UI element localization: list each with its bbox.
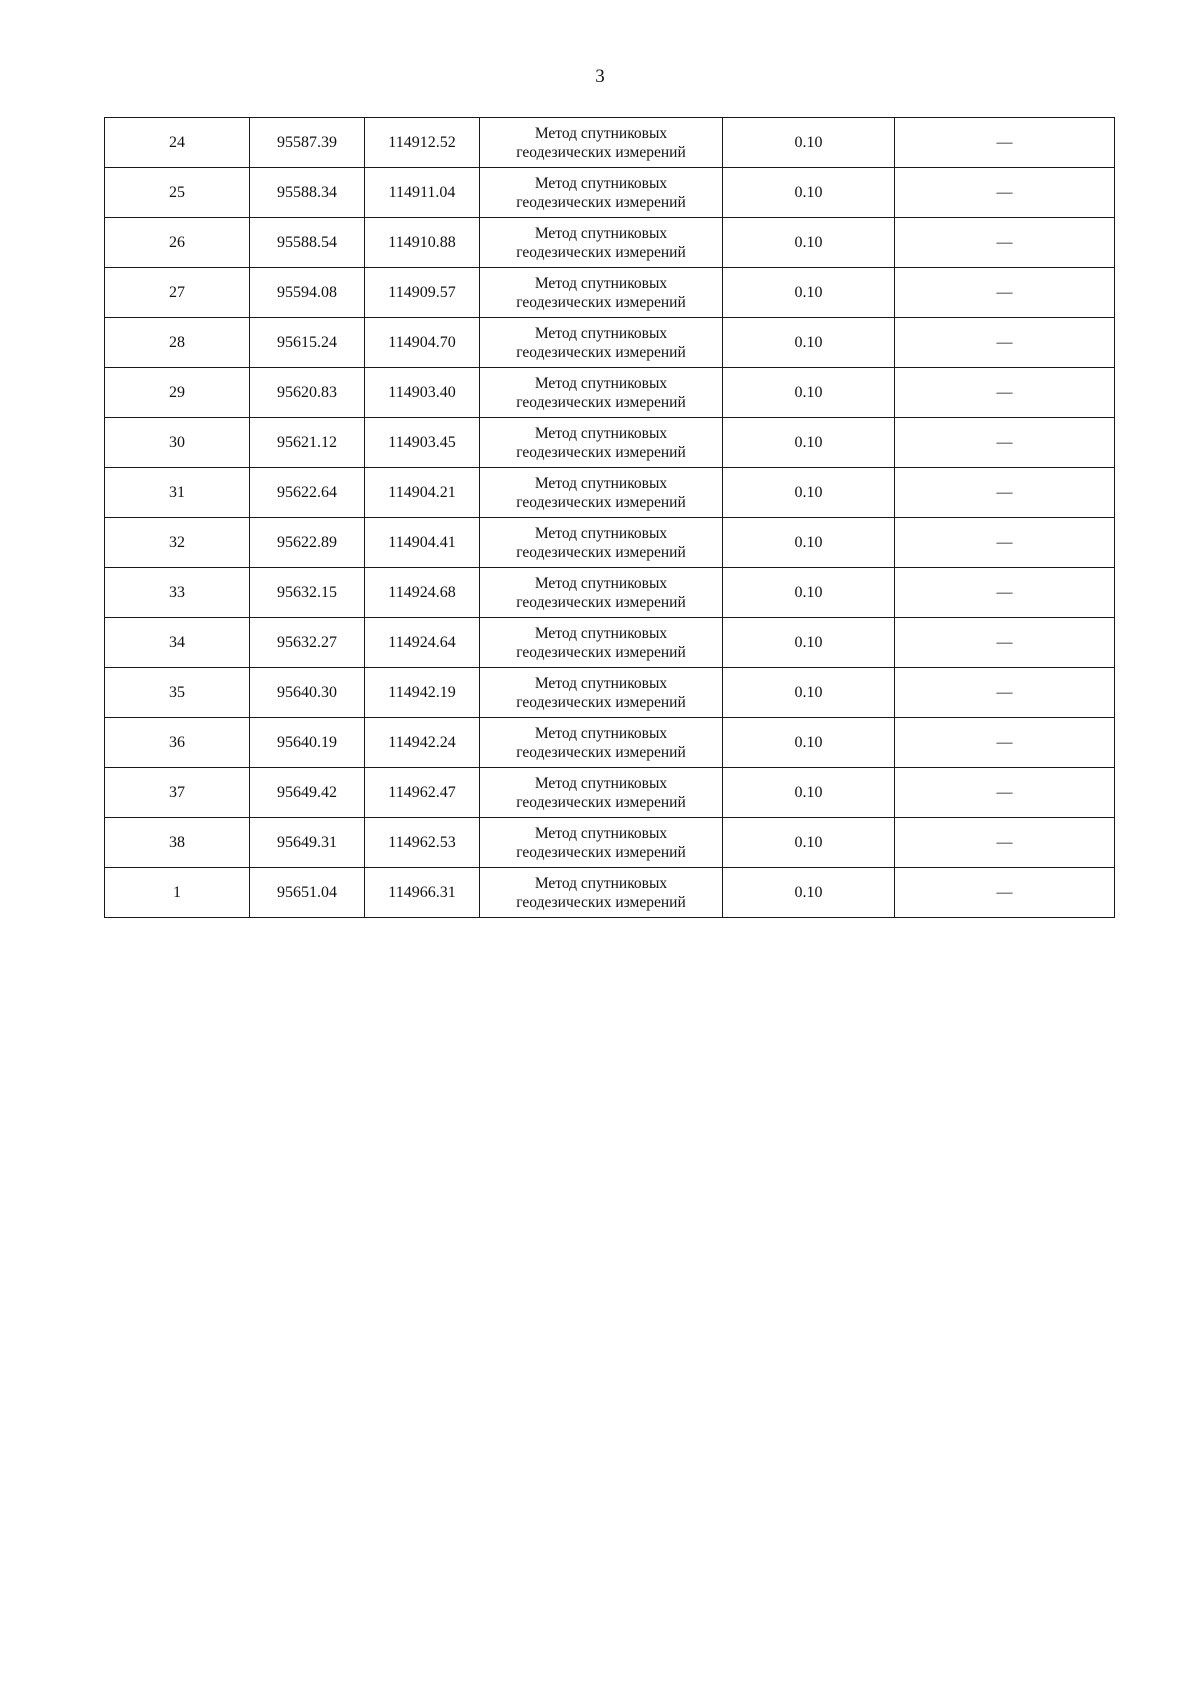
accuracy-cell: 0.10 xyxy=(723,518,895,568)
description-cell xyxy=(895,218,1115,268)
method-line-2: геодезических измерений xyxy=(516,243,686,261)
method-cell xyxy=(480,268,723,318)
description-cell xyxy=(895,668,1115,718)
method-line-2: геодезических измерений xyxy=(516,393,686,411)
coordinate-y-cell: 114962.53 xyxy=(365,818,480,868)
description-dash: — xyxy=(996,183,1013,201)
coordinate-y-cell: 114924.64 xyxy=(365,618,480,668)
coordinate-x-cell: 95632.15 xyxy=(250,568,365,618)
accuracy-cell: 0.10 xyxy=(723,268,895,318)
description-dash: — xyxy=(996,433,1013,451)
accuracy-cell: 0.10 xyxy=(723,618,895,668)
method-line-2: геодезических измерений xyxy=(516,793,686,811)
table-row xyxy=(105,618,1115,668)
method-line-2: геодезических измерений xyxy=(516,743,686,761)
point-number-cell: 34 xyxy=(105,618,250,668)
coordinate-x-cell: 95622.64 xyxy=(250,468,365,518)
point-number-cell: 32 xyxy=(105,518,250,568)
method-cell xyxy=(480,168,723,218)
method-line-1: Метод спутниковых xyxy=(534,824,668,842)
method-cell xyxy=(480,418,723,468)
accuracy-cell: 0.10 xyxy=(723,718,895,768)
point-number-cell: 27 xyxy=(105,268,250,318)
coordinate-x-cell: 95588.54 xyxy=(250,218,365,268)
method-line-1: Метод спутниковых xyxy=(534,474,668,492)
table-row xyxy=(105,718,1115,768)
coordinate-y-cell: 114910.88 xyxy=(365,218,480,268)
accuracy-cell: 0.10 xyxy=(723,118,895,168)
method-line-1: Метод спутниковых xyxy=(534,174,668,192)
method-line-2: геодезических измерений xyxy=(516,443,686,461)
description-cell xyxy=(895,418,1115,468)
method-line-1: Метод спутниковых xyxy=(534,524,668,542)
point-number-cell: 30 xyxy=(105,418,250,468)
coordinate-y-cell: 114903.45 xyxy=(365,418,480,468)
method-cell xyxy=(480,768,723,818)
method-cell xyxy=(480,368,723,418)
method-line-1: Метод спутниковых xyxy=(534,674,668,692)
accuracy-cell: 0.10 xyxy=(723,318,895,368)
table-row xyxy=(105,668,1115,718)
table-row xyxy=(105,318,1115,368)
point-number-cell: 1 xyxy=(105,868,250,918)
accuracy-cell: 0.10 xyxy=(723,568,895,618)
description-dash: — xyxy=(996,583,1013,601)
description-dash: — xyxy=(996,833,1013,851)
coordinate-y-cell: 114903.40 xyxy=(365,368,480,418)
description-cell xyxy=(895,268,1115,318)
description-cell xyxy=(895,718,1115,768)
point-number-cell: 29 xyxy=(105,368,250,418)
accuracy-cell: 0.10 xyxy=(723,818,895,868)
description-dash: — xyxy=(996,333,1013,351)
method-line-2: геодезических измерений xyxy=(516,543,686,561)
description-cell xyxy=(895,118,1115,168)
coordinate-y-cell: 114909.57 xyxy=(365,268,480,318)
description-cell xyxy=(895,568,1115,618)
method-cell xyxy=(480,118,723,168)
method-line-2: геодезических измерений xyxy=(516,343,686,361)
table-row xyxy=(105,168,1115,218)
table-row xyxy=(105,118,1115,168)
coordinate-x-cell: 95615.24 xyxy=(250,318,365,368)
method-line-1: Метод спутниковых xyxy=(534,774,668,792)
table-row xyxy=(105,268,1115,318)
coordinate-y-cell: 114962.47 xyxy=(365,768,480,818)
coordinate-y-cell: 114966.31 xyxy=(365,868,480,918)
point-number-cell: 38 xyxy=(105,818,250,868)
table-row xyxy=(105,218,1115,268)
point-number-cell: 24 xyxy=(105,118,250,168)
description-dash: — xyxy=(996,483,1013,501)
description-dash: — xyxy=(996,533,1013,551)
coordinate-x-cell: 95622.89 xyxy=(250,518,365,568)
description-dash: — xyxy=(996,283,1013,301)
description-dash: — xyxy=(996,733,1013,751)
description-cell xyxy=(895,168,1115,218)
description-dash: — xyxy=(996,783,1013,801)
method-cell xyxy=(480,618,723,668)
table-row xyxy=(105,518,1115,568)
table-row xyxy=(105,468,1115,518)
method-line-1: Метод спутниковых xyxy=(534,724,668,742)
coordinate-x-cell: 95651.04 xyxy=(250,868,365,918)
coordinate-x-cell: 95620.83 xyxy=(250,368,365,418)
coordinate-y-cell: 114904.21 xyxy=(365,468,480,518)
coordinate-y-cell: 114942.19 xyxy=(365,668,480,718)
method-line-1: Метод спутниковых xyxy=(534,374,668,392)
page-number: 3 xyxy=(595,66,605,87)
accuracy-cell: 0.10 xyxy=(723,418,895,468)
method-line-2: геодезических измерений xyxy=(516,843,686,861)
accuracy-cell: 0.10 xyxy=(723,468,895,518)
method-line-1: Метод спутниковых xyxy=(534,874,668,892)
coordinate-x-cell: 95594.08 xyxy=(250,268,365,318)
method-line-2: геодезических измерений xyxy=(516,893,686,911)
point-number-cell: 36 xyxy=(105,718,250,768)
method-line-1: Метод спутниковых xyxy=(534,324,668,342)
accuracy-cell: 0.10 xyxy=(723,168,895,218)
coordinate-x-cell: 95640.30 xyxy=(250,668,365,718)
method-cell xyxy=(480,718,723,768)
description-cell xyxy=(895,468,1115,518)
coordinate-x-cell: 95621.12 xyxy=(250,418,365,468)
accuracy-cell: 0.10 xyxy=(723,868,895,918)
description-dash: — xyxy=(996,683,1013,701)
method-cell xyxy=(480,518,723,568)
coordinates-table xyxy=(104,117,1115,918)
coordinate-x-cell: 95640.19 xyxy=(250,718,365,768)
table-row xyxy=(105,418,1115,468)
coordinate-y-cell: 114912.52 xyxy=(365,118,480,168)
coordinate-x-cell: 95649.31 xyxy=(250,818,365,868)
coordinate-x-cell: 95587.39 xyxy=(250,118,365,168)
coordinates-table-body xyxy=(105,118,1115,918)
method-line-2: геодезических измерений xyxy=(516,193,686,211)
method-line-2: геодезических измерений xyxy=(516,693,686,711)
method-cell xyxy=(480,868,723,918)
method-line-1: Метод спутниковых xyxy=(534,574,668,592)
coordinate-y-cell: 114924.68 xyxy=(365,568,480,618)
coordinate-x-cell: 95649.42 xyxy=(250,768,365,818)
method-line-1: Метод спутниковых xyxy=(534,224,668,242)
point-number-cell: 37 xyxy=(105,768,250,818)
coordinate-y-cell: 114942.24 xyxy=(365,718,480,768)
method-line-2: геодезических измерений xyxy=(516,293,686,311)
description-cell xyxy=(895,518,1115,568)
description-dash: — xyxy=(996,633,1013,651)
point-number-cell: 26 xyxy=(105,218,250,268)
method-cell xyxy=(480,818,723,868)
description-cell xyxy=(895,318,1115,368)
table-row xyxy=(105,818,1115,868)
point-number-cell: 33 xyxy=(105,568,250,618)
method-cell xyxy=(480,668,723,718)
description-dash: — xyxy=(996,133,1013,151)
coordinate-x-cell: 95632.27 xyxy=(250,618,365,668)
point-number-cell: 35 xyxy=(105,668,250,718)
point-number-cell: 31 xyxy=(105,468,250,518)
coordinate-y-cell: 114911.04 xyxy=(365,168,480,218)
method-cell xyxy=(480,568,723,618)
accuracy-cell: 0.10 xyxy=(723,218,895,268)
coordinate-x-cell: 95588.34 xyxy=(250,168,365,218)
description-cell xyxy=(895,768,1115,818)
method-cell xyxy=(480,468,723,518)
accuracy-cell: 0.10 xyxy=(723,668,895,718)
method-line-2: геодезических измерений xyxy=(516,493,686,511)
description-cell xyxy=(895,368,1115,418)
description-cell xyxy=(895,868,1115,918)
table-row xyxy=(105,868,1115,918)
table-row xyxy=(105,568,1115,618)
method-line-1: Метод спутниковых xyxy=(534,124,668,142)
method-line-1: Метод спутниковых xyxy=(534,274,668,292)
coordinate-y-cell: 114904.70 xyxy=(365,318,480,368)
coordinate-y-cell: 114904.41 xyxy=(365,518,480,568)
method-cell xyxy=(480,318,723,368)
method-line-2: геодезических измерений xyxy=(516,643,686,661)
method-line-1: Метод спутниковых xyxy=(534,624,668,642)
description-dash: — xyxy=(996,383,1013,401)
description-cell xyxy=(895,618,1115,668)
accuracy-cell: 0.10 xyxy=(723,368,895,418)
accuracy-cell: 0.10 xyxy=(723,768,895,818)
method-line-2: геодезических измерений xyxy=(516,593,686,611)
description-dash: — xyxy=(996,883,1013,901)
table-row xyxy=(105,768,1115,818)
point-number-cell: 28 xyxy=(105,318,250,368)
table-row xyxy=(105,368,1115,418)
point-number-cell: 25 xyxy=(105,168,250,218)
method-line-1: Метод спутниковых xyxy=(534,424,668,442)
description-dash: — xyxy=(996,233,1013,251)
method-line-2: геодезических измерений xyxy=(516,143,686,161)
method-cell xyxy=(480,218,723,268)
description-cell xyxy=(895,818,1115,868)
